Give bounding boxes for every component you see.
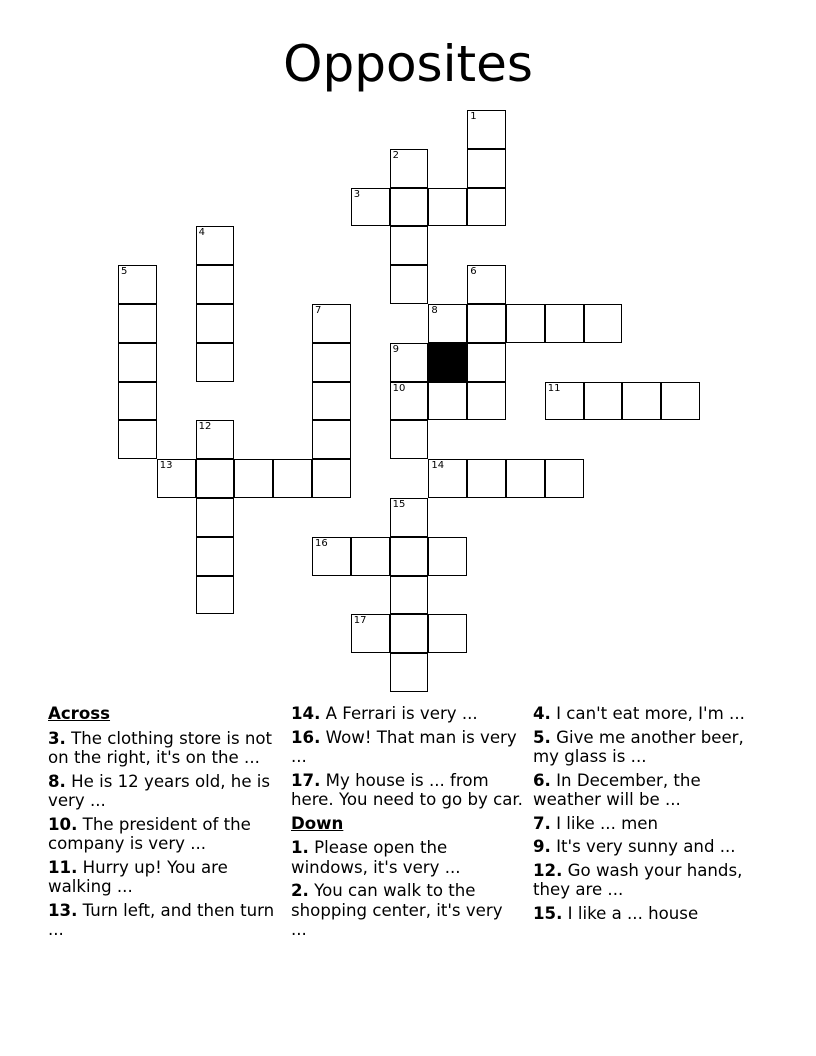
clue-text: I can't eat more, I'm ... bbox=[550, 704, 745, 723]
across-heading: Across bbox=[48, 704, 111, 723]
clue-item bbox=[533, 728, 765, 767]
clue-number: 5. bbox=[533, 727, 551, 747]
grid-cell[interactable] bbox=[273, 459, 312, 498]
grid-cell[interactable] bbox=[467, 149, 506, 188]
clue-text: The clothing store is not on the right, it's on the ... bbox=[48, 728, 273, 767]
clue-number: 17. bbox=[291, 770, 321, 790]
grid-cell[interactable] bbox=[390, 614, 429, 653]
grid-cell[interactable] bbox=[196, 265, 235, 304]
clue-number: 11. bbox=[48, 857, 78, 877]
grid-cell[interactable] bbox=[157, 459, 196, 498]
grid-cell[interactable] bbox=[584, 304, 623, 343]
clue-number: 12. bbox=[533, 860, 563, 880]
grid-cell[interactable] bbox=[390, 149, 429, 188]
grid-cell[interactable] bbox=[467, 304, 506, 343]
grid-cell[interactable] bbox=[428, 188, 467, 227]
clue-text: It's very sunny and ... bbox=[550, 837, 736, 856]
grid-cell[interactable] bbox=[118, 265, 157, 304]
clue-number: 4. bbox=[533, 704, 551, 723]
clue-item bbox=[291, 881, 523, 940]
clue-text: I like ... men bbox=[550, 813, 659, 833]
grid-cell[interactable] bbox=[622, 382, 661, 421]
grid-cell[interactable] bbox=[467, 343, 506, 382]
across-clue-list-continued bbox=[291, 704, 523, 810]
grid-cell[interactable] bbox=[196, 304, 235, 343]
cell-number: 14 bbox=[431, 460, 445, 472]
grid-cell[interactable] bbox=[428, 459, 467, 498]
clue-text: The president of the company is very ... bbox=[48, 814, 251, 853]
grid-cell[interactable] bbox=[390, 382, 429, 421]
grid-cell[interactable] bbox=[196, 343, 235, 382]
clue-item bbox=[533, 861, 765, 900]
clue-item bbox=[291, 704, 523, 724]
grid-cell[interactable] bbox=[118, 382, 157, 421]
clue-number: 15. bbox=[533, 903, 563, 923]
grid-cell[interactable] bbox=[467, 459, 506, 498]
grid-cell[interactable] bbox=[390, 420, 429, 459]
grid-cell[interactable] bbox=[390, 576, 429, 615]
grid-cell[interactable] bbox=[390, 537, 429, 576]
clue-text: Hurry up! You are walking ... bbox=[48, 857, 228, 896]
clue-item bbox=[533, 771, 765, 810]
grid-cell[interactable] bbox=[390, 653, 429, 692]
grid-cell[interactable] bbox=[196, 459, 235, 498]
clue-text: Go wash your hands, they are ... bbox=[533, 860, 743, 899]
clue-item bbox=[533, 904, 765, 924]
clues-column-1 bbox=[48, 704, 280, 944]
grid-cell[interactable] bbox=[118, 343, 157, 382]
clues-column-2 bbox=[291, 704, 523, 944]
clue-number: 6. bbox=[533, 770, 551, 790]
grid-cell[interactable] bbox=[196, 420, 235, 459]
cell-number: 1 bbox=[470, 111, 477, 122]
grid-cell[interactable] bbox=[312, 304, 351, 343]
clues-column-3 bbox=[533, 704, 765, 927]
down-clue-list bbox=[291, 838, 523, 940]
clue-number: 14. bbox=[291, 704, 321, 723]
page-title: Opposites bbox=[283, 35, 533, 93]
clue-item bbox=[48, 729, 280, 768]
grid-cell[interactable] bbox=[428, 382, 467, 421]
clue-number: 2. bbox=[291, 881, 309, 900]
clue-text: Wow! That man is very ... bbox=[291, 727, 517, 766]
grid-cell[interactable] bbox=[351, 537, 390, 576]
cell-number: 5 bbox=[121, 266, 128, 278]
clue-item bbox=[48, 901, 280, 940]
grid-cell[interactable] bbox=[196, 226, 235, 265]
cell-number: 17 bbox=[353, 615, 367, 627]
clue-text: He is 12 years old, he is very ... bbox=[48, 771, 271, 810]
clue-number: 3. bbox=[48, 728, 66, 748]
grid-cell[interactable] bbox=[118, 304, 157, 343]
clue-text: Turn left, and then turn ... bbox=[48, 900, 275, 939]
clue-item bbox=[48, 772, 280, 811]
down-heading: Down bbox=[291, 813, 344, 833]
cell-number: 12 bbox=[198, 421, 212, 433]
grid-cell[interactable] bbox=[467, 382, 506, 421]
cell-number: 11 bbox=[547, 382, 561, 394]
cell-number: 2 bbox=[392, 149, 399, 161]
cell-number: 3 bbox=[353, 188, 361, 200]
grid-cell[interactable] bbox=[584, 382, 623, 421]
clue-number: 16. bbox=[291, 727, 321, 747]
clue-number: 1. bbox=[291, 838, 309, 857]
clue-number: 10. bbox=[48, 814, 78, 834]
grid-cell[interactable] bbox=[351, 188, 390, 227]
down-clue-list-continued bbox=[533, 704, 765, 923]
clue-text: In December, the weather will be ... bbox=[533, 770, 701, 809]
clue-number: 13. bbox=[48, 900, 78, 920]
cell-number: 15 bbox=[392, 499, 406, 510]
grid-cell[interactable] bbox=[196, 498, 235, 537]
grid-cell[interactable] bbox=[312, 343, 351, 382]
grid-cell[interactable] bbox=[196, 537, 235, 576]
clue-text: A Ferrari is very ... bbox=[320, 704, 478, 723]
clue-item bbox=[533, 704, 765, 724]
grid-cell[interactable] bbox=[545, 459, 584, 498]
across-clue-list bbox=[48, 729, 280, 940]
clue-item bbox=[533, 814, 765, 834]
cell-number: 6 bbox=[470, 266, 477, 278]
grid-cell[interactable] bbox=[196, 576, 235, 615]
grid-cell[interactable] bbox=[390, 343, 429, 382]
cell-number: 4 bbox=[198, 227, 205, 239]
clue-item bbox=[291, 771, 523, 810]
grid-cell[interactable] bbox=[312, 459, 351, 498]
clue-number: 7. bbox=[533, 813, 551, 833]
grid-cell[interactable] bbox=[312, 382, 351, 421]
grid-cell[interactable] bbox=[428, 614, 467, 653]
grid-cell[interactable] bbox=[234, 459, 273, 498]
cell-number: 13 bbox=[159, 460, 173, 472]
grid-cell[interactable] bbox=[506, 304, 545, 343]
clue-item bbox=[533, 837, 765, 857]
grid-cell[interactable] bbox=[351, 614, 390, 653]
grid-cell[interactable] bbox=[312, 420, 351, 459]
grid-cell[interactable] bbox=[390, 498, 429, 537]
grid-cell[interactable] bbox=[545, 304, 584, 343]
grid-cell[interactable] bbox=[118, 420, 157, 459]
clue-item bbox=[48, 815, 280, 854]
clue-number: 8. bbox=[48, 771, 66, 791]
grid-cell[interactable] bbox=[467, 110, 506, 149]
clue-item bbox=[291, 728, 523, 767]
clue-number: 9. bbox=[533, 837, 551, 856]
clue-text: I like a ... house bbox=[562, 903, 699, 923]
clue-item bbox=[291, 838, 523, 877]
grid-cell[interactable] bbox=[428, 304, 467, 343]
grid-cell[interactable] bbox=[428, 537, 467, 576]
cell-number: 8 bbox=[431, 305, 438, 316]
cell-number: 9 bbox=[392, 343, 399, 355]
clue-item bbox=[48, 858, 280, 897]
cell-number: 7 bbox=[315, 305, 322, 316]
grid-cell[interactable] bbox=[467, 265, 506, 304]
clue-text: You can walk to the shopping center, it's very ... bbox=[291, 881, 503, 939]
grid-cell[interactable] bbox=[390, 226, 429, 265]
grid-cell[interactable] bbox=[661, 382, 700, 421]
clue-text: My house is ... from here. You need to go by car. bbox=[291, 770, 523, 809]
cell-number: 16 bbox=[315, 537, 328, 549]
grid-cell[interactable] bbox=[390, 265, 429, 304]
grid-cell[interactable] bbox=[545, 382, 584, 421]
clue-text: Give me another beer, my glass is ... bbox=[533, 727, 744, 766]
grid-cell[interactable] bbox=[467, 188, 506, 227]
grid-cell[interactable] bbox=[312, 537, 351, 576]
clue-text: Please open the windows, it's very ... bbox=[291, 838, 461, 877]
cell-number: 10 bbox=[392, 382, 406, 394]
grid-cell[interactable] bbox=[390, 188, 429, 227]
grid-block-cell bbox=[428, 343, 467, 382]
grid-cell[interactable] bbox=[506, 459, 545, 498]
